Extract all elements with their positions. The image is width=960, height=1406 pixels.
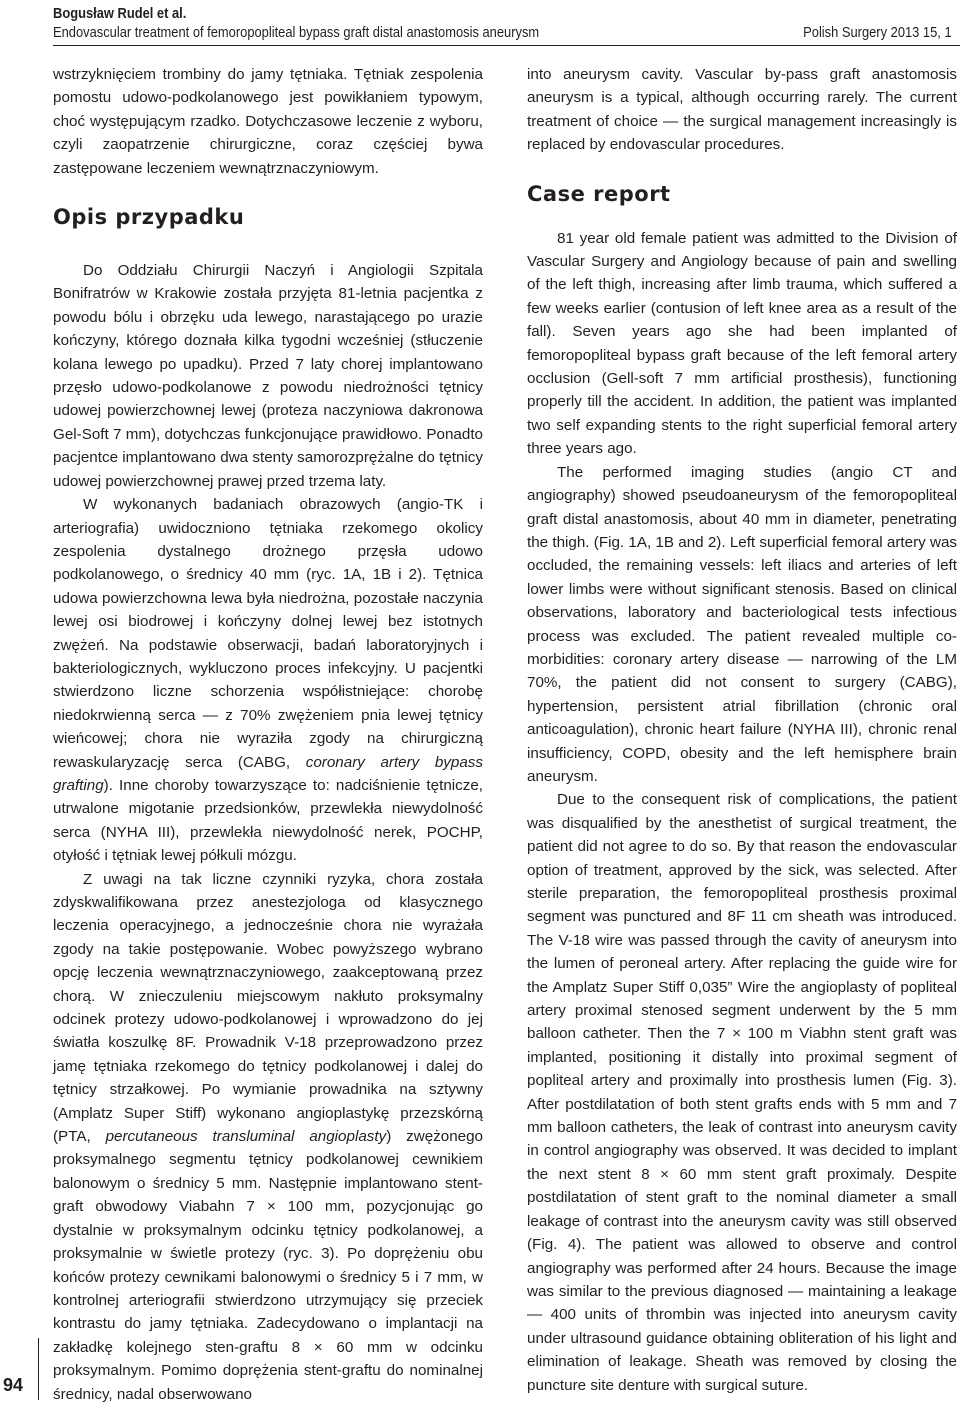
case-paragraph-3-en: Due to the consequent risk of complications, the patient was disqualified by the anesthetist of surgical treatment, the patient did not agree to do so. By that reason the endovascular option of treatment, approved by the sick, was selected. After sterile preparation, the femoropopliteal prosthesis proximal segment was punctured and 8F 11 cm sheath was introduced. The V-18 wire was passed through the cavity of aneurysm into the lumen of peroneal artery. After replacing the guide wire for the Amplatz Super Stiff 0,035” Wire the angioplasty of popliteal artery proximal stenosed segment underwent by the 5 mm balloon catheter. Then the 7 × 100 m Viabhn stent graft was implanted, positioning it distally into proximal segment of popliteal artery and proximally into prosthesis lumen (Fig. 3). After postdilatation of both stent grafts ends with 5 mm and 7 mm balloon catheters, the leak of contrast into aneurysm cavity in control angiography was observed. It was decided to implant the next stent 8 × 60 mm stent graft proximaly. Despite postdilatation of stent graft to the nominal diameter a small leakage of contrast into the aneurysm cavity was still observed (Fig. 4). The patient was allowed to observe and control angiography was performed after 24 hours. Because the image was similar to the previous diagnosed — maintaining a leakage — 400 units of thrombin was injected into aneurysm cavity under ultrasound guidance obtaining obliteration of his light and elimination of leakage. Sheath was removed by closing the puncture site denture with surgical suture. [527,791,957,1394]
section-heading-en: Case report [527,181,671,206]
case-paragraph-1-en: 81 year old female patient was admitted to the Division of Vascular Surgery and Angiology because of pain and swelling of the left thigh, increasing after limb trauma, which suffered a few weeks earlier (contusion of left knee area as a result of the fall). Seven years ago she had been implanted of femoropopliteal bypass graft because of the left femoral artery occlusion (Gell-soft 7 mm artificial prosthesis), functioning properly till the accident. In addition, the patient was implanted two self expanding stents to the right superficial femoral artery three years ago. [527,229,957,458]
header-left [53,4,618,42]
margin-rule [38,1338,39,1400]
italic-term: coronary artery bypass grafting [53,753,483,794]
header-author: Bogusław Rudel et al. [53,5,187,22]
left-column-polish [53,63,483,1406]
paragraph-text: ). Inne choroby towarzyszące to: nadciśnienie tętnicze, utrwalone migotanie przedsionków, przewlekła niewydolność serca (NYHA III), przewlekła niewydolność nerek, POCHP, otyłość i tętniak lewej półkuli mózgu. [53,776,483,865]
page-number: 94 [3,1375,24,1395]
intro-paragraph-pl: wstrzyknięciem trombiny do jamy tętniaka. Tętniak zespolenia pomostu udowo-podkolanowego jest powikłaniem typowym, choć występującym rzadko. Dotychczasowe leczenie z wyboru, czyli zaopatrzenie chirurgiczne, coraz częściej bywa zastępowane leczeniem wewnątrznaczyniowym. [53,66,483,177]
italic-term: percutaneous transluminal angioplasty [105,1128,387,1146]
case-paragraph-3-pl [53,868,483,1406]
paragraph-text: Z uwagi na tak liczne czynniki ryzyka, chora została zdyskwalifikowana przez anestezjologa od klasycznego leczenia operacyjnego, a jednocześnie chora nie wyrażała zgody na takie postępowanie. Wobec powyższego wybrano opcję leczenia wewnątrznaczyniowego, zaakceptowaną przez chorą. W znieczuleniu miejscowym nakłuto proksymalny odcinek protezy udowo-podkolanowej i wprowadzono do jej światła koszulkę 8F. Prowadnik V-18 przeprowadzono przez jamę tętniaka rzekomego do tętnicy podkolanowej i dalej do tętnicy strzałkowej. Po wymianie prowadnika na sztywny (Amplatz Super Stiff) wykonano angioplastykę przezskórną (PTA, [53,870,483,1146]
case-paragraph-1-pl: Do Oddziału Chirurgii Naczyń i Angiologii Szpitala Bonifratrów w Krakowie została przyjęta 81-letnia pacjentka z powodu bólu i obrzęku uda lewego, narastającego po urazie kończyny, którego doznała kilka tygodni wcześniej (stłuczenie kolana lewego po upadku). Przed 7 laty chorej implantowano przęsło udowo-podkolanowe z powodu niedrożności tętnicy udowej powierzchownej lewej (proteza naczyniowa dakronowa Gel-Soft 7 mm), dotychczas funkcjonujące prawidłowo. Ponadto pacjentce implantowano dwa stenty samorozprężalne do tętnicy udowej powierzchownej prawej przed trzema laty. [53,262,483,490]
case-paragraph-2-pl [53,493,483,868]
case-paragraph-2-en: The performed imaging studies (angio CT and angiography) showed pseudoaneurysm of the femoropopliteal graft distal anastomosis, about 40 mm in diameter, penetrating the thigh. (Fig. 1A, 1B and 2). Left superficial femoral artery was occluded, the remaining vessels: left iliacs and arteries of left lower limbs were without significant stenosis. Based on clinical observations, laboratory and bacteriological tests infectious process was excluded. The patient revealed multiple co-morbidities: coronary artery disease — narrowing of the LM 70%, the patient did not consent to surgery (CABG), hypertension, persistent atrial fibrillation (chronic oral anticoagulation), chronic heart failure (NYHA III), chronic renal insufficiency, COPD, obesity and the left hemisphere brain aneurysm. [527,463,957,785]
intro-paragraph-en: into aneurysm cavity. Vascular by-pass graft anastomosis aneurysm is a typical, although occurring rarely. The current treatment of choice — the surgical management increasingly is replaced by endovascular procedures. [527,66,957,154]
paragraph-text: W wykonanych badaniach obrazowych (angio-TK i arteriografia) uwidoczniono tętniaka rzekomego okolicy zespolenia dystalnego drożnego przęsła udowo podkolanowego, o średnicy 40 mm (ryc. 1A, 1B i 2). Tętnica udowa powierzchowna lewa była niedrożna, pozostałe naczynia lewej osi biodrowej i kończyny dolnej lewej bez istotnych zwężeń. Na podstawie obserwacji, badań laboratoryjnych i bakteriologicznych, wykluczono proces infekcyjny. U pacjentki stwierdzono liczne schorzenia współistniejące: chorobę niedokrwienną serca — z 70% zwężeniem pnia lewej tętnicy wieńcowej; chora nie wyraziła zgody na chirurgiczną rewaskularyzację serca (CABG, [53,496,483,771]
paragraph-text: ) zwężonego proksymalnego segmentu tętnicy podkolanowej cewnikiem balonowym o średnicy 5 mm. Następnie implantowano stent-graft obwodowy Viabahn 7 × 100 mm, pozycjonując go dystalnie w proksymalnym odcinku tętnicy podkolanowej, a proksymalnie w świetle protezy (ryc. 3). Po doprężeniu obu końców protezy cewnikami balonowymi o średnicy 5 i 7 mm, w kontrolnej arteriografii stwierdzono utrzymujący się przeciek kontrastu do jamy tętniaka. Zadecydowano o implantacji na zakładkę kolejnego sten-graftu 8 × 60 mm w odcinku proksymalnym. Pomimo doprężenia stent-graftu do nominalnej średnicy, nadal obserwowano [53,1128,483,1403]
header-rule [53,45,960,46]
header-article-title: Endovascular treatment of femoropopliteal bypass graft distal anastomosis aneurysm [53,24,540,41]
section-heading-pl: Opis przypadku [53,205,245,230]
header-journal: Polish Surgery 2013 15, 1 [803,24,952,41]
right-column-english [527,63,957,1397]
